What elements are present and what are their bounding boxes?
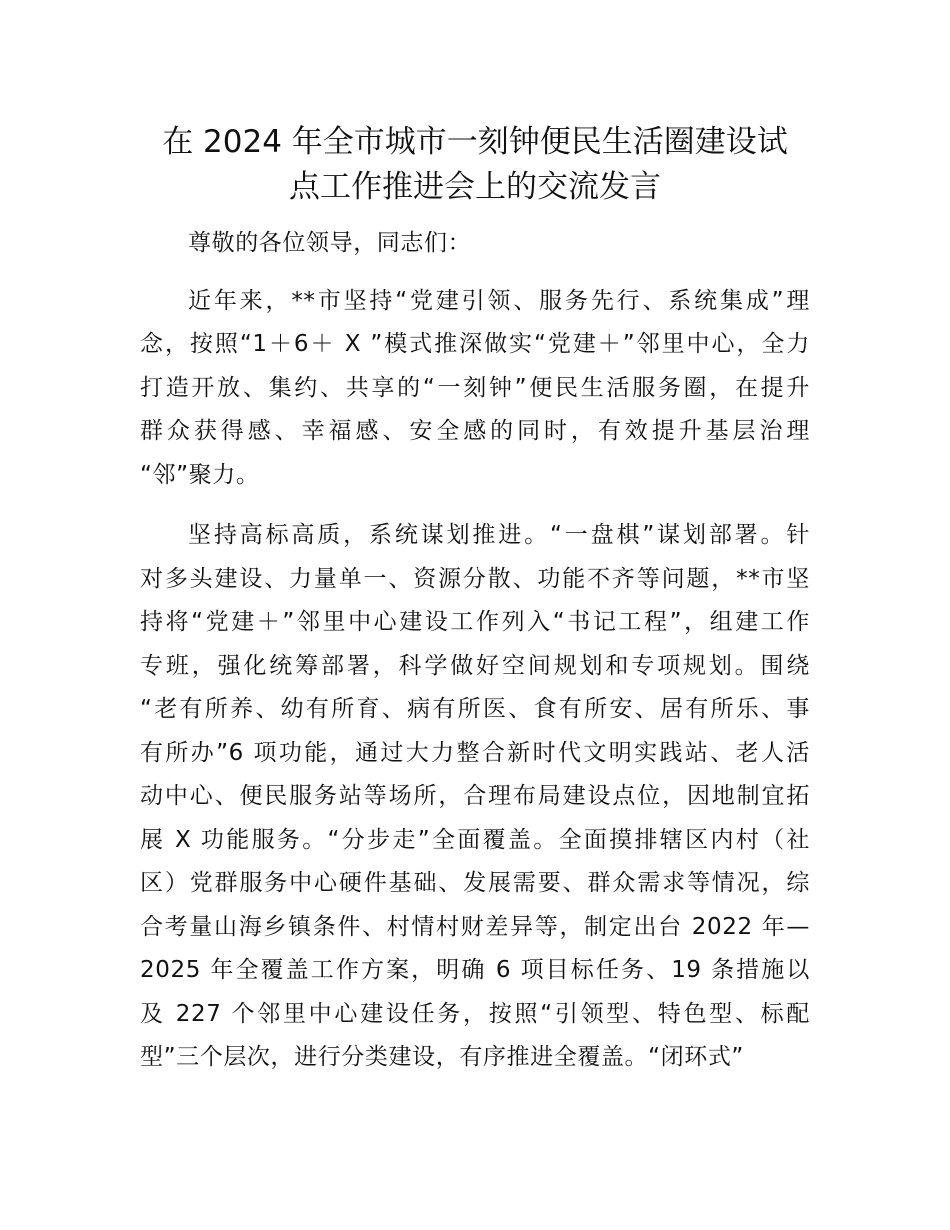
paragraph-line: 近年来，**市坚持“党建引领、服务先行、系统集成”理: [188, 287, 810, 314]
paragraph-line: 坚持高标高质，系统谋划推进。“一盘棋”谋划部署。针: [188, 522, 810, 548]
paragraph-line: 有所办”6 项功能，通过大力整合新时代文明实践站、老人活: [140, 739, 810, 766]
paragraph-line: 念，按照“1＋6＋ X ”模式推深做实“党建＋”邻里中心，全力: [140, 331, 810, 357]
document-body: [140, 222, 810, 1097]
salutation: [140, 222, 810, 266]
paragraph-line: 打造开放、集约、共享的“一刻钟”便民生活服务圈，在提升: [140, 374, 810, 401]
paragraph-2: [140, 514, 810, 1080]
paragraph-line: 展 X 功能服务。“分步走”全面覆盖。全面摸排辖区内村（社: [140, 826, 810, 853]
document-title-line-2: 点工作推进会上的交流发言: [289, 169, 661, 205]
paragraph-line: 动中心、便民服务站等场所，合理布局建设点位，因地制宜拓: [140, 783, 810, 809]
paragraph-line: 群众获得感、幸福感、安全感的同时，有效提升基层治理: [140, 418, 810, 444]
paragraph-1: [140, 280, 810, 498]
paragraph-line: 区）党群服务中心硬件基础、发展需要、群众需求等情况，综: [140, 870, 810, 896]
paragraph-line: “邻”聚力。: [140, 461, 260, 488]
paragraph-line: 专班，强化统筹部署，科学做好空间规划和专项规划。围绕: [140, 652, 810, 679]
paragraph-line: “老有所养、幼有所育、病有所医、食有所安、居有所乐、事: [140, 696, 810, 722]
paragraph-line: 2025 年全覆盖工作方案，明确 6 项目标任务、19 条措施以: [140, 957, 810, 983]
document-title-line-1: 在 2024 年全市城市一刻钟便民生活圈建设试: [162, 124, 788, 160]
paragraph-line: 及 227 个邻里中心建设任务，按照“引领型、特色型、标配: [140, 1000, 810, 1027]
salutation-text: 尊敬的各位领导，同志们：: [188, 230, 472, 256]
paragraph-line: 对多头建设、力量单一、资源分散、功能不齐等问题，**市坚: [140, 565, 810, 592]
paragraph-line: 持将“党建＋”邻里中心建设工作列入“书记工程”，组建工作: [140, 609, 810, 635]
paragraph-line: 合考量山海乡镇条件、村情村财差异等，制定出台 2022 年—: [140, 913, 810, 940]
paragraph-line: 型”三个层次，进行分类建设，有序推进全覆盖。“闭环式”: [140, 1044, 744, 1070]
